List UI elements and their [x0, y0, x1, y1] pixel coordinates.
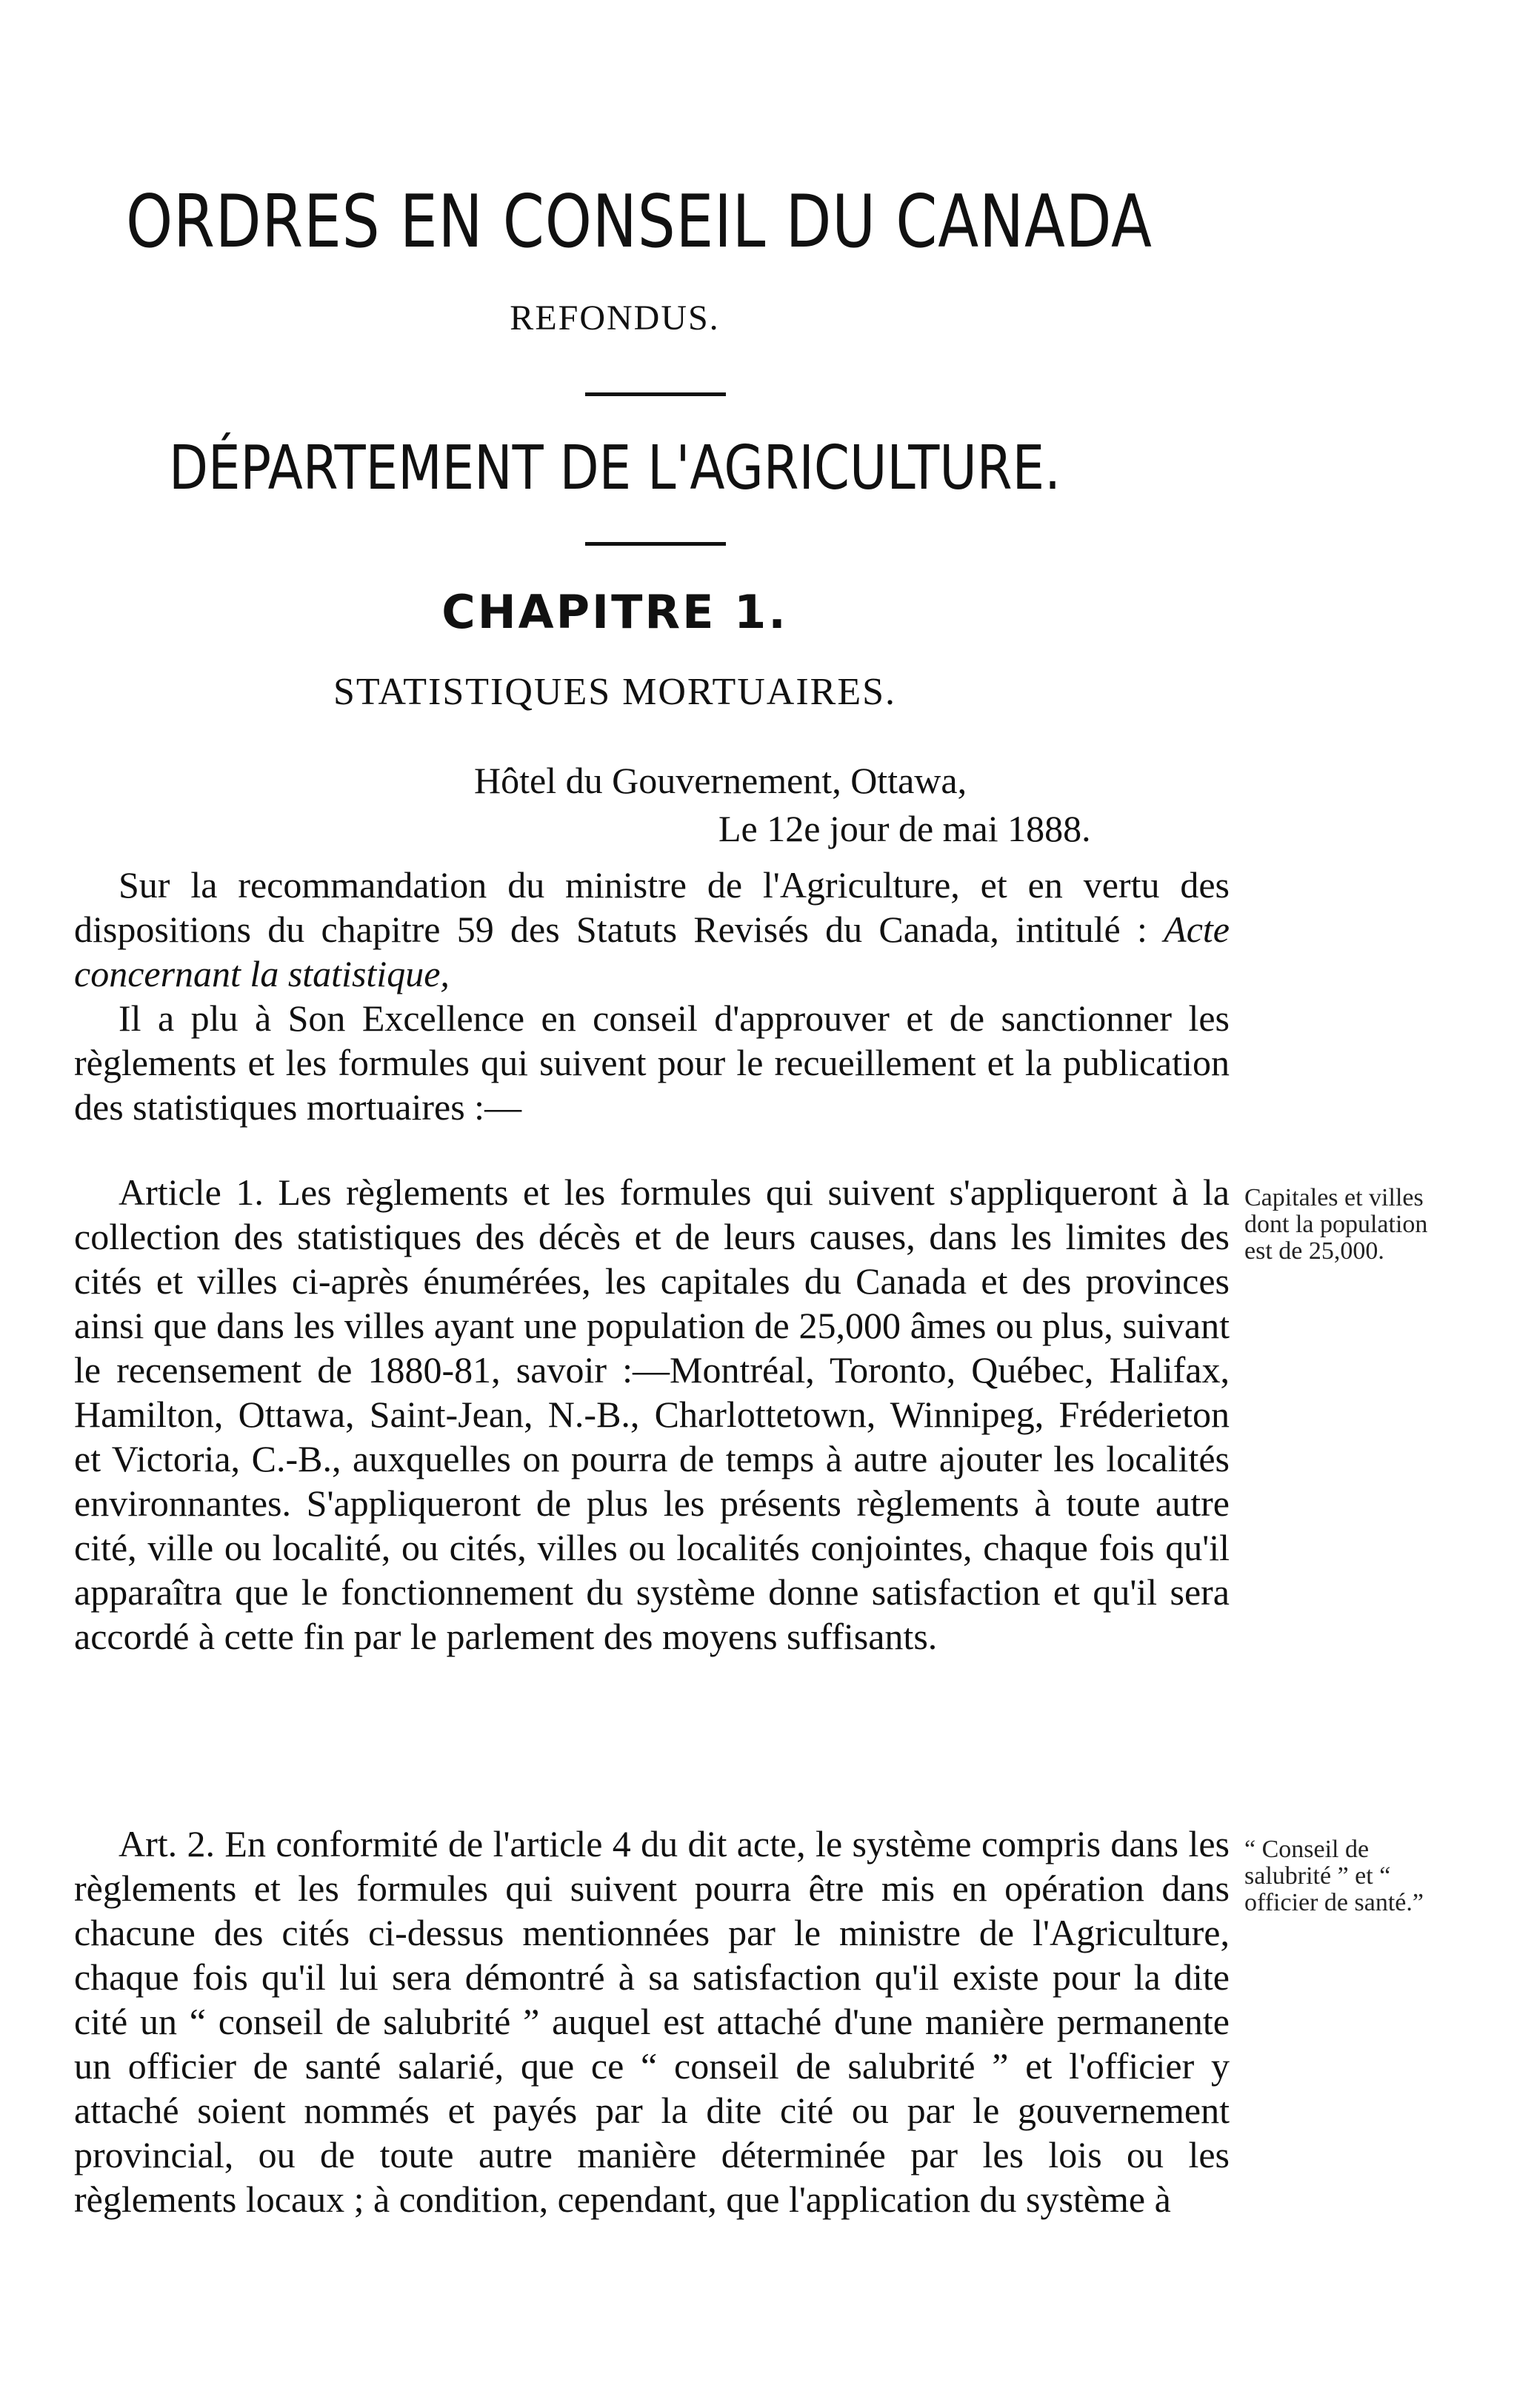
chapter-heading: CHAPITRE 1. — [441, 585, 788, 639]
dateline-place: Hôtel du Gouvernement, Ottawa, — [474, 760, 967, 801]
divider-rule — [585, 542, 726, 546]
divider-rule — [585, 392, 726, 396]
preamble-paragraph — [74, 863, 1230, 996]
department-heading: DÉPARTEMENT DE L'AGRICULTURE. — [168, 433, 1061, 504]
article-2 — [74, 1822, 1230, 2221]
margin-note: “ Conseil de salubrité ” et “ officier de santé.” — [1244, 1836, 1424, 1916]
section-heading: STATISTIQUES MORTUAIRES. — [333, 671, 897, 713]
article-paragraph — [74, 1170, 1230, 1659]
article-paragraph — [74, 1822, 1230, 2221]
dateline-date: Le 12e jour de mai 1888. — [718, 808, 1091, 849]
article-text: En conformité de l'article 4 du dit acte, le système compris dans les règlements et les formules qui suivent pourra être mis en opération dans chacune des cités ci-dessus mentionnées par le ministre de l'Agriculture, chaque fois qu'il lui sera démontré à sa satisfaction qu'il existe pour la dite cité un “ conseil de salubrité ” auquel est attaché d'une manière permanente un officier de santé salarié, que ce “ conseil de salubrité ” et l'officier y attaché soient nommés et payés par la dite cité ou par le gouvernement provincial, ou de toute autre manière déterminée par les lois ou les règlements locaux ; à condition, cependant, que l'application du système à — [74, 1823, 1230, 2220]
preamble — [74, 863, 1230, 1129]
article-1 — [74, 1170, 1230, 1659]
article-number: Art. 2. — [119, 1823, 216, 1864]
act-title: Acte concernant la statistique, — [74, 909, 1230, 994]
preamble-text: Sur la recommandation du ministre de l'Agriculture, et en vertu des dispositions du chapitre 59 des Statuts Revisés du Canada, intitulé : — [74, 864, 1230, 950]
document-title: ORDRES EN CONSEIL DU CANADA — [126, 180, 1153, 264]
preamble-paragraph: Il a plu à Son Excellence en conseil d'approuver et de sanctionner les règlements et les formules qui suivent pour le recueillement et la publication des statistiques mortuaires :— — [74, 997, 1230, 1128]
article-text: Les règlements et les formules qui suivent s'appliqueront à la collection des statistiques des décès et de leurs causes, dans les limites des cités et villes ci-après énumérées, les capitales du Canada et des provinces ainsi que dans les villes ayant une population de 25,000 âmes ou plus, suivant le recensement de 1880-81, savoir :—Montréal, Toronto, Québec, Halifax, Hamilton, Ottawa, Saint-Jean, N.-B., Charlottetown, Winnipeg, Fréderieton et Victoria, C.-B., auxquelles on pourra de temps à autre ajouter les localités environnantes. S'appliqueront de plus les présents règlements à toute autre cité, ville ou localité, ou cités, villes ou localités conjointes, chaque fois qu'il apparaîtra que le fonctionnement du système donne satisfaction et qu'il sera accordé à cette fin par le parlement des moyens suffisants. — [74, 1171, 1230, 1657]
document-subtitle: REFONDUS. — [510, 298, 720, 338]
margin-note: Capitales et villes dont la population est de 25,000. — [1244, 1184, 1428, 1265]
article-number: Article 1. — [119, 1171, 264, 1213]
